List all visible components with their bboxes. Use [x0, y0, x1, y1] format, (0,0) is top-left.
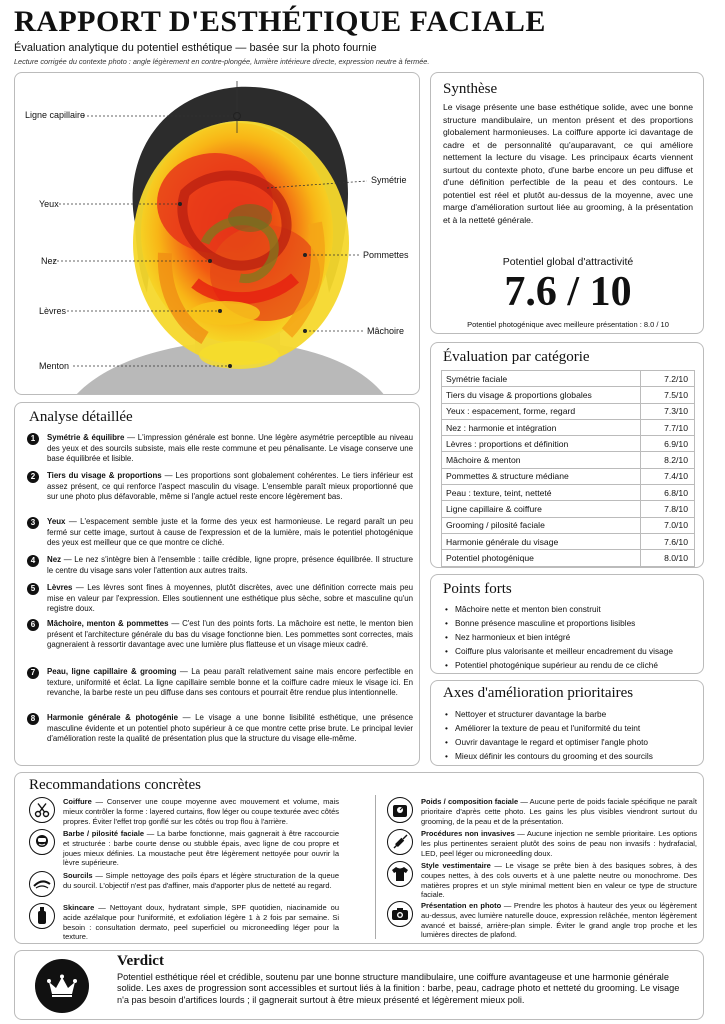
recommendation-body: — Aucune perte de poids faciale spécifique ne paraît prioritaire d'après cette photo. Les gains les plus visibles viendront surtout du grooming, de la peau et de la présentation. [421, 797, 697, 826]
syringe-icon [387, 829, 413, 855]
recommendation-heading: Style vestimentaire [421, 861, 491, 870]
strengths-panel [430, 574, 704, 674]
list-item: • Potentiel photogénique supérieur au rendu de ce cliché [445, 658, 695, 672]
category-label: Harmonie générale du visage [442, 533, 641, 549]
item-number: 1 [27, 433, 39, 445]
item-number: 3 [27, 517, 39, 529]
column-divider [375, 795, 376, 939]
item-number: 7 [27, 667, 39, 679]
category-score: 7.6/10 [641, 533, 695, 549]
category-label: Ligne capillaire & coiffure [442, 501, 641, 517]
table-row [442, 533, 695, 549]
synthesis-text: Le visage présente une base esthétique solide, avec une bonne structure mandibulaire, un menton présent et des proportions globalement harmonieuses. La coiffure apporte ici davantage de cadre et de personnalité qu'auparavant, ce qui améliore nettement la lecture du visage. Les principaux écarts viennent surtout du contexte photo, d'une barbe encore un peu diffuse et d'une définition perfectible de la peau et des contours. Le potentiel est réel et plutôt au-dessus de la moyenne, avec une marge d'amélioration surtout liée au grooming, à la présentation et à la netteté générale. [443, 102, 693, 225]
list-item: • Mâchoire nette et menton bien construit [445, 602, 695, 616]
analysis-body: — L'espacement semble juste et la forme des yeux est harmonieuse. Le regard paraît un peu fermé sur cette image, surtout à cause de l'expression et de la lumière, mais le potentiel photogénique des yeux est meilleur que ce que montre ce cliché. [47, 517, 413, 548]
recommendation-body: — Le visage se prête bien à des basiques sobres, à des coupes nettes, à des cols ouverts et à une palette neutre ou monochrome. Des matières propres et un style minimal mettent bien en valeur ce type de structure faciale. [421, 861, 697, 900]
table-row [442, 403, 695, 419]
category-evaluation-panel [430, 342, 704, 568]
category-score: 7.7/10 [641, 419, 695, 435]
recommendation-body: — Conserver une coupe moyenne avec mouvement et volume, mais mieux contrôler la forme : layered curtains, flow léger ou coupe texturée avec côtés propres. Éviter l'effet trop gonflé sur les côtés ou trop flou à l'arrière. [63, 797, 339, 826]
beard-icon [29, 829, 55, 855]
analysis-body: — La peau paraît relativement saine mais encore perfectible en texture, uniformité et éclat. La ligne capillaire semble bonne et la coiffure cadre mieux le visage ici. En revanche, la barbe reste un peu diffuse dans ses contours et pourrait être rendue plus intentionnelle. [47, 667, 413, 698]
category-label: Tiers du visage & proportions globales [442, 387, 641, 403]
table-row [442, 468, 695, 484]
list-item: • Nettoyer et structurer davantage la barbe [445, 707, 695, 721]
list-item: • Coiffure plus valorisante et meilleur encadrement du visage [445, 644, 695, 658]
recommendation-body: — Aucune injection ne semble prioritaire. Les options les plus pertinentes seraient plutôt des soins de peau non invasifs : hydrafacial, LED, peel léger ou microneedling doux. [421, 829, 697, 858]
list-item: • Nez harmonieux et bien intégré [445, 630, 695, 644]
report-title: RAPPORT D'ESTHÉTIQUE FACIALE [14, 5, 546, 38]
item-number: 2 [27, 471, 39, 483]
recommendations-title: Recommandations concrètes [29, 777, 202, 793]
category-table [441, 370, 695, 567]
analysis-heading: Nez [47, 555, 62, 564]
table-row [442, 517, 695, 533]
label-eyes: Yeux [39, 199, 59, 209]
category-label: Grooming / pilosité faciale [442, 517, 641, 533]
analysis-heading: Peau, ligne capillaire & grooming [47, 667, 177, 676]
strengths-title: Points forts [443, 581, 512, 597]
detailed-analysis-panel [14, 402, 420, 766]
category-score: 8.2/10 [641, 452, 695, 468]
analysis-heading: Yeux [47, 517, 66, 526]
category-score: 7.3/10 [641, 403, 695, 419]
category-label: Lèvres : proportions et définition [442, 436, 641, 452]
category-score: 7.2/10 [641, 371, 695, 387]
table-row [442, 452, 695, 468]
analysis-heading: Tiers du visage & proportions [47, 471, 162, 480]
eyebrow-icon [29, 871, 55, 897]
improvement-title: Axes d'amélioration prioritaires [443, 685, 634, 701]
table-row [442, 485, 695, 501]
recommendation-body: — Prendre les photos à hauteur des yeux ou légèrement au-dessus, avec lumière naturelle douce, expression relâchée, menton légèrement avancé et baissé, arrière-plan simple. Éviter le grand angle trop proche et les lumières directes de plafond. [421, 901, 697, 940]
analysis-body: — Les proportions sont globalement cohérentes. Le tiers inférieur est assez présent, ce qui renforce l'aspect masculin du visage. L'ensemble paraît mieux proportionné que sur une photo plus défavorable, même si l'angle actuel reste encore légèrement bas. [47, 471, 413, 502]
category-score: 7.0/10 [641, 517, 695, 533]
face-analysis-panel [14, 72, 420, 395]
category-score: 6.8/10 [641, 485, 695, 501]
table-row [442, 419, 695, 435]
category-label: Nez : harmonie et intégration [442, 419, 641, 435]
report-subtitle: Évaluation analytique du potentiel esthétique — basée sur la photo fournie [14, 42, 377, 54]
analysis-body: — C'est l'un des points forts. La mâchoire est nette, le menton bien présent et l'architecture générale du bas du visage fonctionne bien. Les pommettes sont correctes, mais gagneraient à ressortir davantage avec une lumière plus flatteuse et un visage mieux cadré. [47, 619, 413, 650]
heatmap-overlay [133, 121, 349, 369]
recommendation-heading: Coiffure [63, 797, 92, 806]
analysis-body: — Le nez s'intègre bien à l'ensemble : taille crédible, ligne propre, présence équilibrée. Il structure le centre du visage sans voler l'attention aux autres traits. [47, 555, 413, 575]
item-number: 8 [27, 713, 39, 725]
recommendations-panel [14, 772, 704, 944]
category-score: 6.9/10 [641, 436, 695, 452]
list-item: • Mieux définir les contours du grooming et des sourcils [445, 749, 695, 763]
category-score: 7.4/10 [641, 468, 695, 484]
overall-score: 7.6 / 10 [504, 269, 632, 315]
camera-icon [387, 901, 413, 927]
verdict-text: Potentiel esthétique réel et crédible, soutenu par une bonne structure mandibulaire, une coiffure avantageuse et une harmonie générale solide. Les axes de progression sont accessibles et surtout liés à la finition : barbe, peau, cadrage photo et netteté du grooming. Le visage n'a pas besoin d'artifices lourds ; il gagnerait surtout à être mieux présenté et légèrement mieux poli. [117, 972, 680, 1005]
recommendation-heading: Skincare [63, 903, 95, 912]
category-label: Yeux : espacement, forme, regard [442, 403, 641, 419]
analysis-body: — Le visage a une bonne lisibilité esthétique, une présence masculine évidente et un potentiel photo supérieur à ce que montre cette prise brute. Le principal levier d'amélioration reste la qualité de présentation plus que la structure du visage elle-même. [47, 713, 413, 744]
improvement-list [445, 707, 695, 763]
table-row [442, 436, 695, 452]
table-row [442, 371, 695, 387]
list-item: • Ouvrir davantage le regard et optimiser l'angle photo [445, 735, 695, 749]
categories-title: Évaluation par catégorie [443, 349, 590, 365]
label-symmetry: Symétrie [371, 175, 407, 185]
analysis-heading: Harmonie générale & photogénie [47, 713, 178, 722]
photogenic-score-note: Potentiel photogénique avec meilleure présentation : 8.0 / 10 [467, 320, 669, 329]
analysis-heading: Mâchoire, menton & pommettes [47, 619, 169, 628]
label-lips: Lèvres [39, 306, 67, 316]
improvement-panel [430, 680, 704, 766]
list-item: • Bonne présence masculine et proportions lisibles [445, 616, 695, 630]
scale-icon [387, 797, 413, 823]
analysis-body: — L'impression générale est bonne. Une légère asymétrie perceptible au niveau des yeux et des sourcils subsiste, mais elle reste commune et peu pénalisante. Le visage conserve une base équilibrée et lisible. [47, 433, 413, 464]
category-label: Symétrie faciale [442, 371, 641, 387]
recommendation-heading: Procédures non invasives [421, 829, 515, 838]
label-chin: Menton [39, 361, 70, 371]
scissors-icon [29, 797, 55, 823]
table-row [442, 501, 695, 517]
category-score: 8.0/10 [641, 550, 695, 566]
category-score: 7.5/10 [641, 387, 695, 403]
list-item: • Améliorer la texture de peau et l'uniformité du teint [445, 721, 695, 735]
recommendation-heading: Présentation en photo [421, 901, 502, 910]
label-cheekbones: Pommettes [363, 250, 409, 260]
analysis-title: Analyse détaillée [29, 409, 133, 425]
report-header [14, 4, 714, 66]
score-label: Potentiel global d'attractivité [502, 256, 634, 268]
tshirt-icon [387, 861, 413, 887]
analysis-body: — Les lèvres sont fines à moyennes, plutôt discrètes, avec une définition correcte mais peu mise en valeur par l'expression. Elles soutiennent une esthétique plus sèche, sobre et masculine qu'un registre doux. [47, 583, 413, 614]
recommendation-heading: Barbe / pilosité faciale [63, 829, 145, 838]
photo-context-note: Lecture corrigée du contexte photo : angle légèrement en contre-plongée, lumière intérieure directe, expression neutre à fermée. [14, 57, 430, 66]
recommendation-heading: Sourcils [63, 871, 93, 880]
label-nose: Nez [41, 256, 58, 266]
crown-icon [35, 959, 89, 1013]
recommendation-body: — La barbe fonctionne, mais gagnerait à être raccourcie et structurée : barbe courte dense ou stubble épais, avec ligne de cou propre et joues mieux définies. La moustache peut être légèrement nettoyée pour ouvrir la lèvre supérieure. [63, 829, 339, 868]
item-number: 5 [27, 583, 39, 595]
category-label: Pommettes & structure médiane [442, 468, 641, 484]
category-score: 7.8/10 [641, 501, 695, 517]
category-label: Mâchoire & menton [442, 452, 641, 468]
item-number: 6 [27, 619, 39, 631]
strengths-list [445, 602, 695, 672]
verdict-panel [14, 950, 704, 1020]
table-row [442, 387, 695, 403]
item-number: 4 [27, 555, 39, 567]
recommendation-heading: Poids / composition faciale [421, 797, 519, 806]
synthesis-panel [430, 72, 704, 334]
recommendation-body: — Simple nettoyage des poils épars et légère structuration de la queue du sourcil. L'objectif n'est pas d'affiner, mais d'apporter plus de netteté au regard. [63, 871, 339, 890]
analysis-heading: Symétrie & équilibre [47, 433, 125, 442]
face-heatmap-illustration [15, 73, 420, 395]
category-label: Potentiel photogénique [442, 550, 641, 566]
recommendation-body: — Nettoyant doux, hydratant simple, SPF quotidien, niacinamide ou acide azélaïque pour l'uniformité, et exfoliation légère 1 à 2 fois par semaine. Si besoin : consultation dermato, peel superficiel ou microneedling léger pour la texture. [63, 903, 339, 942]
bottle-icon [29, 903, 55, 929]
verdict-title: Verdict [117, 953, 164, 969]
table-row [442, 550, 695, 566]
synthesis-title: Synthèse [443, 81, 498, 97]
label-jaw: Mâchoire [367, 326, 405, 336]
category-label: Peau : texture, teint, netteté [442, 485, 641, 501]
analysis-heading: Lèvres [47, 583, 73, 592]
label-hairline: Ligne capillaire [25, 110, 86, 120]
